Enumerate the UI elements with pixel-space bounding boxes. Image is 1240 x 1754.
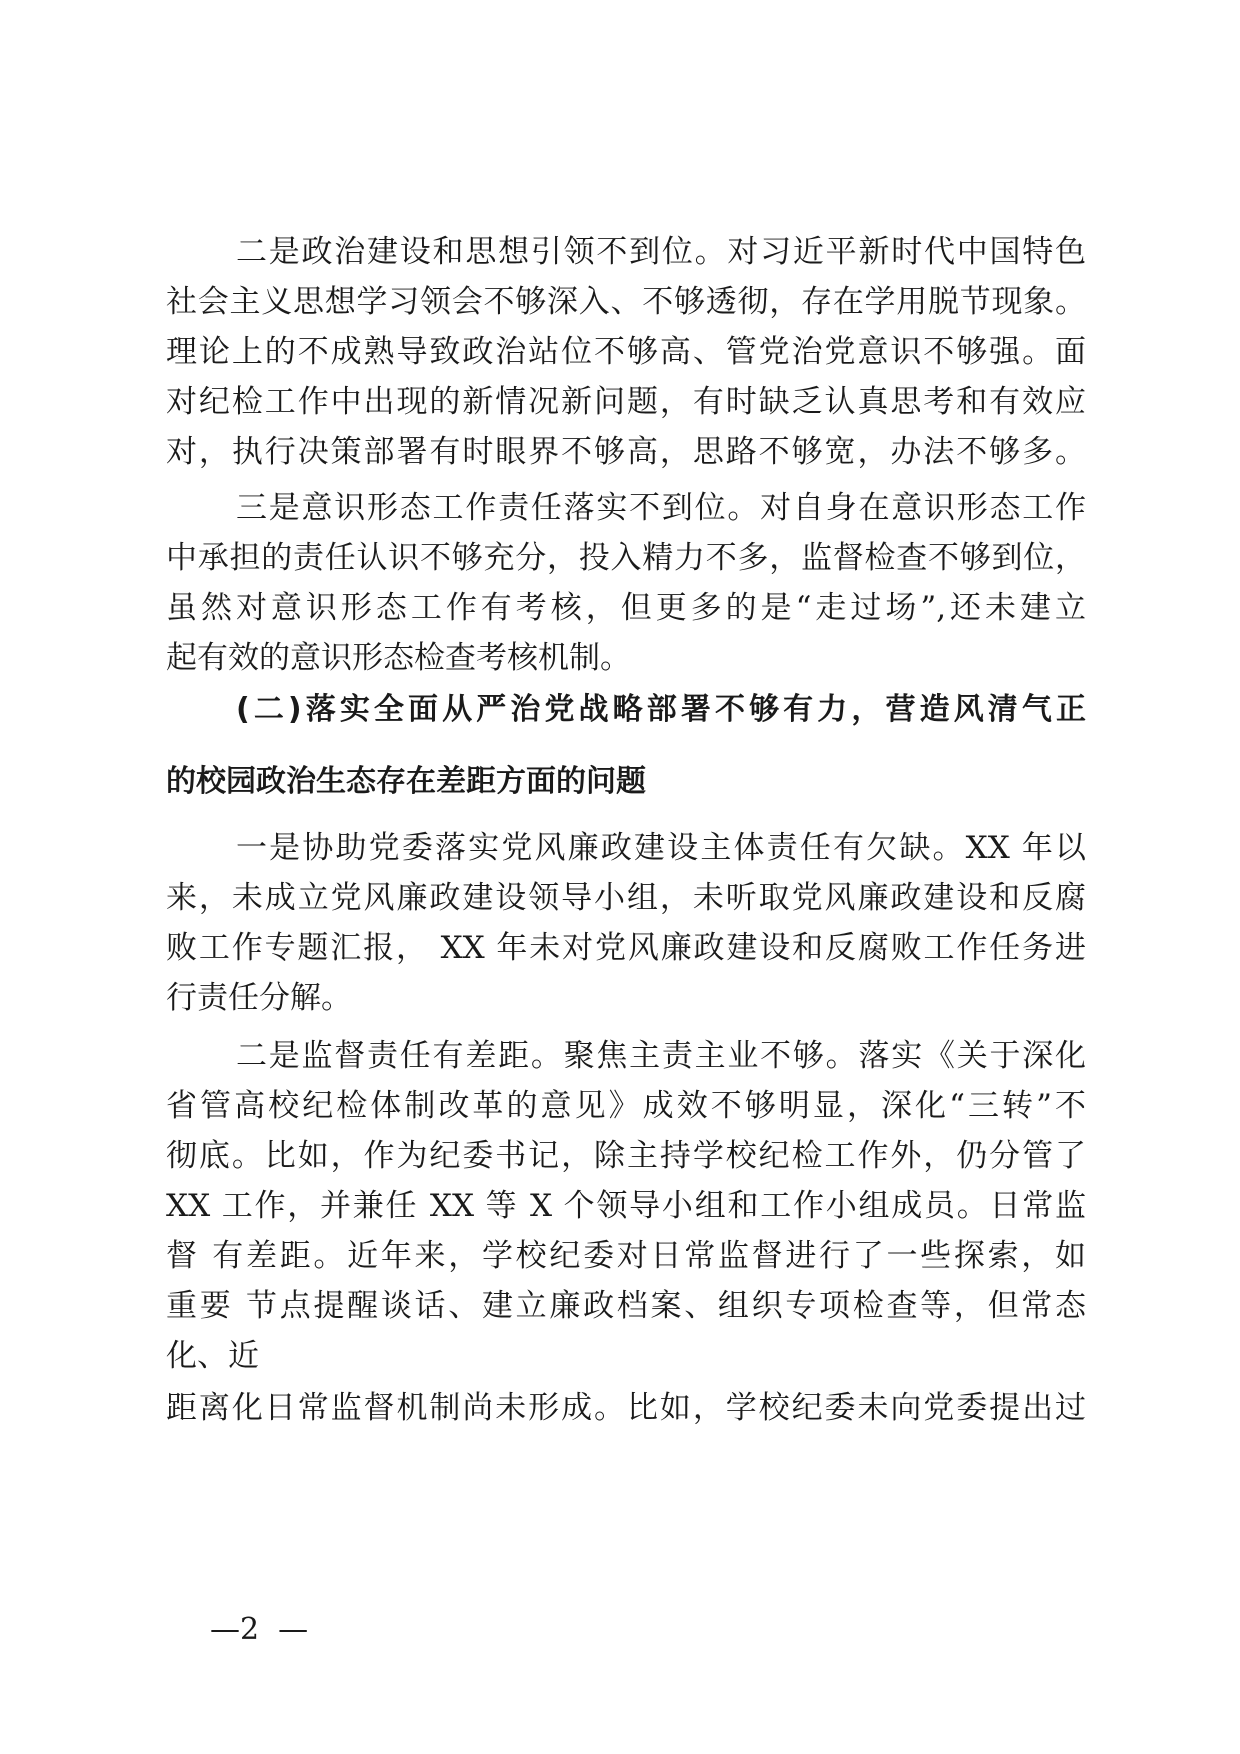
- text-line: XX 工作，并兼任 XX 等 X 个领导小组和工作小组成员。日常监: [166, 1188, 1086, 1224]
- heading-line: (二)落实全面从严治党战略部署不够有力，营造风清气正: [236, 692, 1086, 727]
- text-line: 距离化日常监督机制尚未形成。比如，学校纪委未向党委提出过: [166, 1390, 1086, 1426]
- text-line: 彻底。比如，作为纪委书记，除主持学校纪检工作外，仍分管了: [166, 1138, 1086, 1174]
- text-line: 虽然对意识形态工作有考核，但更多的是“走过场”,还未建立: [166, 590, 1086, 626]
- text-line: 二是监督责任有差距。聚焦主责主业不够。落实《关于深化: [236, 1038, 1086, 1074]
- text-line: 省管高校纪检体制改革的意见》成效不够明显，深化“三转”不: [166, 1088, 1086, 1124]
- text-line: 中承担的责任认识不够充分，投入精力不多，监督检查不够到位，: [166, 540, 1086, 576]
- text-line: 对纪检工作中出现的新情况新问题，有时缺乏认真思考和有效应: [166, 384, 1086, 420]
- text-line: 对，执行决策部署有时眼界不够高，思路不够宽，办法不够多。: [166, 434, 1086, 470]
- text-line: 二是政治建设和思想引领不到位。对习近平新时代中国特色: [236, 234, 1086, 270]
- text-line: 败工作专题汇报， XX 年未对党风廉政建设和反腐败工作任务进: [166, 930, 1086, 966]
- text-line: 督 有差距。近年来，学校纪委对日常监督进行了一些探索，如: [166, 1238, 1086, 1274]
- text-line: 社会主义思想学习领会不够深入、不够透彻，存在学用脱节现象。: [166, 284, 1086, 320]
- text-line: 重要 节点提醒谈话、建立廉政档案、组织专项检查等，但常态: [166, 1288, 1086, 1324]
- heading-line: 的校园政治生态存在差距方面的问题: [166, 764, 646, 799]
- text-line: 来，未成立党风廉政建设领导小组，未听取党风廉政建设和反腐: [166, 880, 1086, 916]
- text-line: 起有效的意识形态检查考核机制。: [166, 640, 631, 676]
- text-line: 一是协助党委落实党风廉政建设主体责任有欠缺。XX 年以: [236, 830, 1086, 866]
- text-line: 行责任分解。: [166, 980, 352, 1016]
- text-line: 三是意识形态工作责任落实不到位。对自身在意识形态工作: [236, 490, 1086, 526]
- text-line: 化、近: [166, 1338, 259, 1374]
- page-number: —2 —: [210, 1612, 309, 1647]
- text-line: 理论上的不成熟导致政治站位不够高、管党治党意识不够强。面: [166, 334, 1086, 370]
